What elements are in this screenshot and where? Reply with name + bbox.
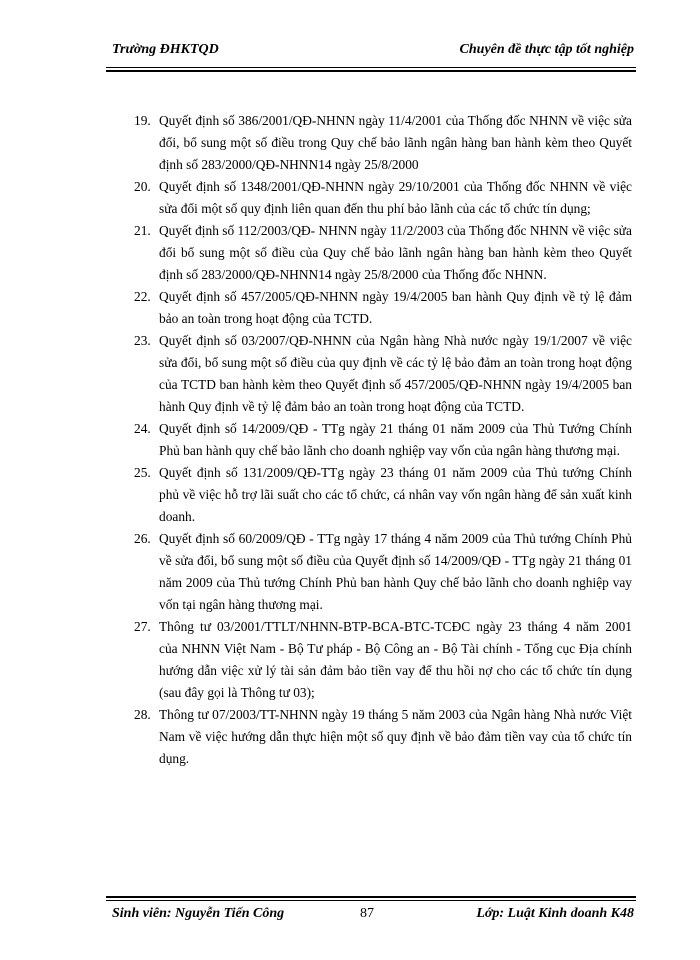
footer-class: Lớp: Luật Kinh doanh K48 xyxy=(476,906,634,921)
item-text: Thông tư 03/2001/TTLT/NHNN-BTP-BCA-BTC-TCĐC ngày 23 tháng 4 năm 2001 của NHNN Việt Nam - Bộ Tư pháp - Bộ Công an - Bộ Tài chính - Tổng cục Địa chính hướng dẫn việc xử lý tài sản đảm bảo tiền vay để thu hồi nợ cho các tổ chức tín dụng (sau đây gọi là Thông tư 03); xyxy=(159,619,632,700)
item-number: 22. xyxy=(134,289,151,304)
footer-rule-thin xyxy=(106,900,636,901)
item-text: Quyết định số 112/2003/QĐ- NHNN ngày 11/2/2003 của Thống đốc NHNN về việc sửa đổi bổ sung một số điều của Quy chế bảo lãnh ngân hàng ban hành kèm theo Quyết định số 283/2000/QĐ-NHNN14 ngày 25/8/2000 của Thống đốc NHNN. xyxy=(159,223,632,282)
item-text: Quyết định số 1348/2001/QĐ-NHNN ngày 29/10/2001 của Thống đốc NHNN về việc sửa đổi một số quy định liên quan đến thu phí bảo lãnh của các tổ chức tín dụng; xyxy=(159,179,632,216)
header-rule-thick xyxy=(106,70,636,72)
list-item xyxy=(134,220,632,286)
list-item xyxy=(134,704,632,770)
footer-student: Sinh viên: Nguyễn Tiến Công xyxy=(112,906,285,921)
list-item xyxy=(134,528,632,616)
list-item xyxy=(134,616,632,704)
header-title: Chuyên đề thực tập tốt nghiệp xyxy=(459,42,634,57)
item-number: 19. xyxy=(134,113,151,128)
list-item xyxy=(134,286,632,330)
list-item xyxy=(134,110,632,176)
list-item xyxy=(134,330,632,418)
item-number: 21. xyxy=(134,223,151,238)
list-item xyxy=(134,462,632,528)
item-text: Thông tư 07/2003/TT-NHNN ngày 19 tháng 5 năm 2003 của Ngân hàng Nhà nước Việt Nam về việc hướng dẫn thực hiện một số quy định về bảo đảm tiền vay của tổ chức tín dụng. xyxy=(159,707,632,766)
item-number: 20. xyxy=(134,179,151,194)
item-text: Quyết định số 457/2005/QĐ-NHNN ngày 19/4/2005 ban hành Quy định về tỷ lệ đảm bảo an toàn trong hoạt động của TCTD. xyxy=(159,289,632,326)
item-text: Quyết định số 60/2009/QĐ - TTg ngày 17 tháng 4 năm 2009 của Thủ tướng Chính Phủ về sửa đổi, bổ sung một số điều của Quyết định số 14/2009/QĐ - TTg ngày 21 tháng 01 năm 2009 của Thủ tướng Chính Phủ ban hành Quy chế bảo lãnh cho doanh nghiệp vay vốn tại ngân hàng thương mại. xyxy=(159,531,632,612)
list-item xyxy=(134,418,632,462)
header-rule-thin xyxy=(106,67,636,68)
page-footer xyxy=(106,904,634,928)
item-number: 25. xyxy=(134,465,151,480)
header-school: Trường ĐHKTQD xyxy=(112,42,219,57)
item-number: 23. xyxy=(134,333,151,348)
page-number: 87 xyxy=(360,906,374,921)
page-header xyxy=(106,40,634,64)
item-text: Quyết định số 14/2009/QĐ - TTg ngày 21 tháng 01 năm 2009 của Thủ Tướng Chính Phủ ban hành quy chế bảo lãnh cho doanh nghiệp vay vốn của ngân hàng thương mại. xyxy=(159,421,632,458)
item-text: Quyết định số 386/2001/QĐ-NHNN ngày 11/4/2001 của Thống đốc NHNN về việc sửa đổi, bổ sung một số điều trong Quy chế bảo lãnh ngân hàng ban hành kèm theo Quyết định số 283/2000/QĐ-NHNN14 ngày 25/8/2000 xyxy=(159,113,632,172)
list-item xyxy=(134,176,632,220)
item-number: 24. xyxy=(134,421,151,436)
item-number: 27. xyxy=(134,619,151,634)
item-text: Quyết định số 131/2009/QĐ-TTg ngày 23 tháng 01 năm 2009 của Thủ tướng Chính phủ về việc hỗ trợ lãi suất cho các tổ chức, cá nhân vay vốn ngân hàng để sản xuất kinh doanh. xyxy=(159,465,632,524)
footer-rule-thick xyxy=(106,896,636,898)
item-number: 26. xyxy=(134,531,151,546)
item-number: 28. xyxy=(134,707,151,722)
reference-list xyxy=(134,110,632,770)
item-text: Quyết định số 03/2007/QĐ-NHNN của Ngân hàng Nhà nước ngày 19/1/2007 về việc sửa đổi, bổ sung một số điều của quy định về các tỷ lệ bảo đảm an toàn trong hoạt động của TCTD ban hành kèm theo Quyết định số 457/2005/QĐ-NHNN ngày 19/4/2005 ban hành Quy định về tỷ lệ đảm bảo an toàn trong hoạt động của TCTD. xyxy=(159,333,632,414)
